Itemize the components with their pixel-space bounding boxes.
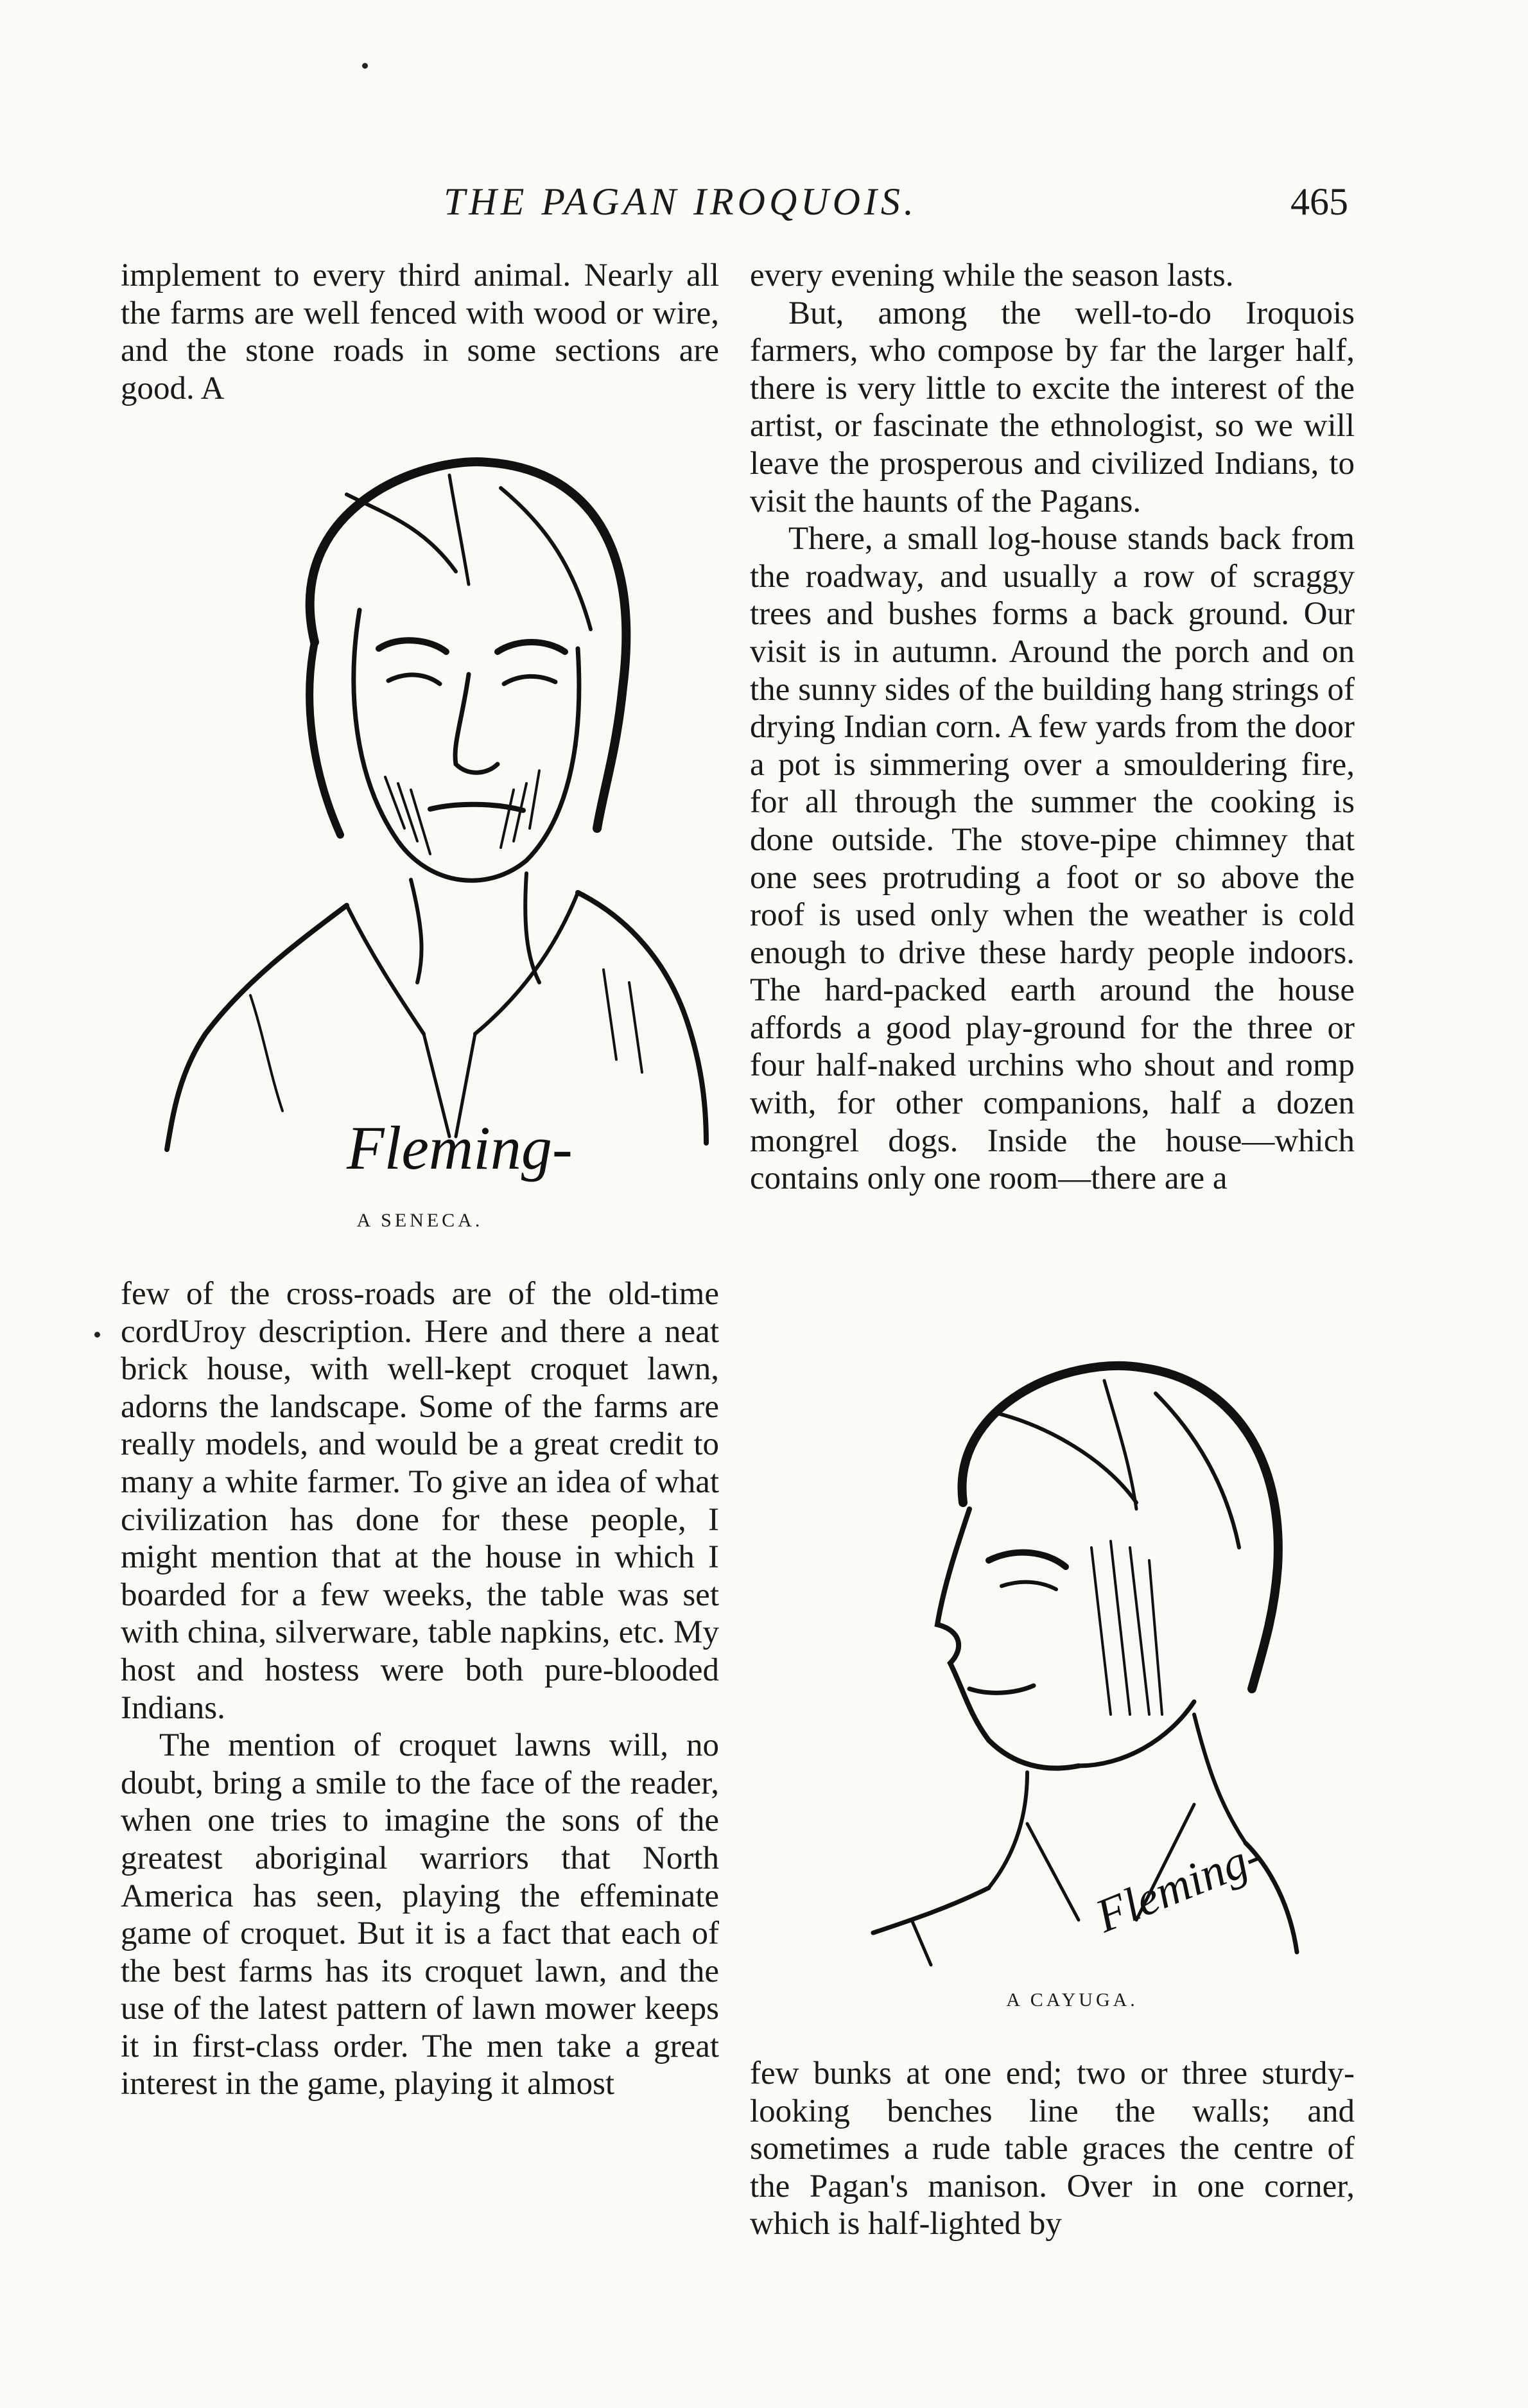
paragraph: There, a small log-house stands back from the roadway, and usually a row of scraggy trees and bushes forms a back ground. Our visit is in autumn. Around the porch and on the sunny sides of the building hang strings of drying Indian corn. A few yards from the door a pot is simmering over a smouldering fire, for all through the summer the cooking is done outside. The stove-pipe chimney that one sees protruding a foot or so above the roof is used only when the weather is cold enough to drive these hardy people indoors. The hard-packed earth around the house affords a good play-ground for the three or four half-naked urchins who shout and romp with, for other companions, half a dozen mongrel dogs. Inside the house—which contains only one room—there are a	[750, 521, 1355, 1197]
paragraph: few of the cross-roads are of the old-time cordUroy description. Here and there a neat brick house, with well-kept croquet lawn, adorns the landscape. Some of the farms are really models, and would be a great credit to many a white farmer. To give an idea of what civilization has done for these people, I might mention that at the house in which I boarded for a few weeks, the table was set with china, silverware, table napkins, etc. My host and hostess were both pure-blooded Indians.	[121, 1276, 719, 1726]
cayuga-portrait-illustration	[835, 1355, 1310, 1971]
right-column-top-text	[750, 257, 1355, 1198]
paragraph: The mention of croquet lawns will, no doubt, bring a smile to the face of the reader, when one tries to imagine the sons of the greatest aboriginal warriors that North America has seen, playing the effeminate game of croquet. But it is a fact that each of the best farms has its croquet lawn, and the use of the latest pattern of lawn mower keeps it in first-class order. The men take a great interest in the game, playing it almost	[121, 1727, 719, 2102]
paragraph: But, among the well-to-do Iroquois farmers, who compose by far the larger half, there is very little to excite the interest of the artist, or fascinate the ethnologist, so we will leave the prosperous and civilized Indians, to visit the haunts of the Pagans.	[750, 295, 1355, 519]
cayuga-caption: A CAYUGA.	[1006, 1989, 1138, 2011]
illustrator-signature: Fleming-	[347, 1113, 573, 1182]
running-title: THE PAGAN IROQUOIS.	[444, 180, 917, 223]
paragraph: implement to every third animal. Nearly all the farms are well fenced with wood or wire, and the stone roads in some sections are good. A	[121, 257, 719, 406]
right-column-bottom-text	[750, 2055, 1355, 2243]
page-number: 465	[1290, 180, 1348, 223]
paragraph: few bunks at one end; two or three sturdy-looking benches line the walls; and sometimes a rude table graces the centre of the Pagan's manison. Over in one corner, which is half-lighted by	[750, 2055, 1355, 2242]
left-column-bottom-text	[121, 1275, 719, 2103]
seneca-portrait-illustration	[154, 417, 719, 1201]
seneca-caption: A SENECA.	[356, 1210, 483, 1231]
paragraph: every evening while the season lasts.	[750, 257, 1234, 293]
left-column-top-text	[121, 257, 719, 407]
ink-mark	[94, 1332, 100, 1338]
ink-mark	[362, 63, 368, 69]
illustrator-signature: Fleming-	[1088, 1829, 1270, 1943]
